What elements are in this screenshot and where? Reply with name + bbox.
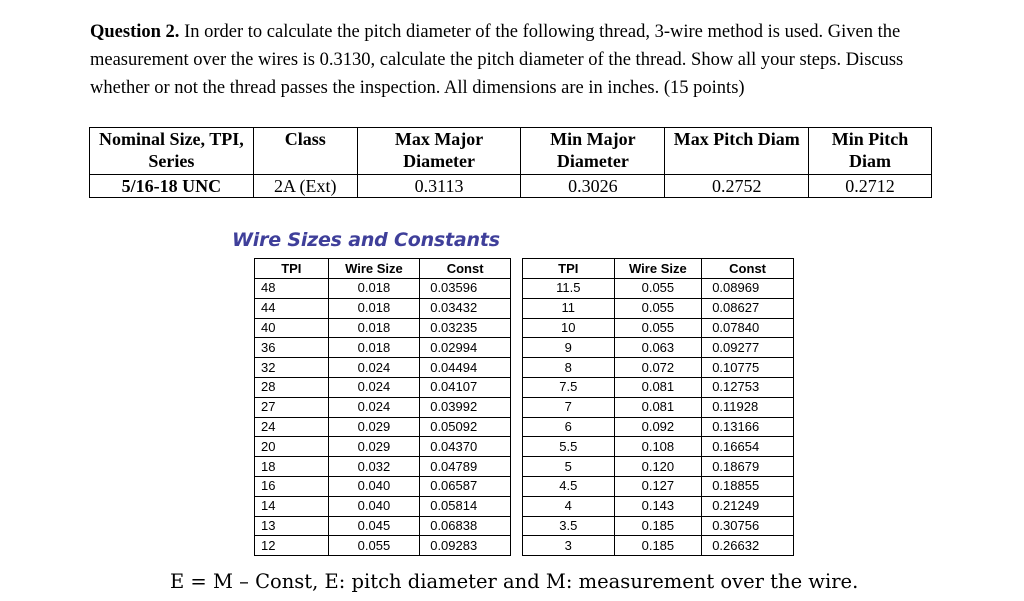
wire-table-cell: 44	[255, 298, 329, 318]
wire-table-cell: 20	[255, 437, 329, 457]
wire-table-cell: 12	[255, 536, 329, 556]
wire-table-cell: 0.185	[614, 516, 702, 536]
wire-table-cell: 16	[255, 476, 329, 496]
wire-table-cell: 24	[255, 417, 329, 437]
wire-table-cell: 0.04789	[420, 457, 511, 477]
wire-table-cell: 0.024	[328, 358, 420, 378]
wire-table-row	[255, 318, 511, 338]
spec-cell: 5/16-18 UNC	[90, 175, 254, 198]
wire-table-cell: 0.02994	[420, 338, 511, 358]
wire-table-row	[255, 437, 511, 457]
wire-table-cell: 0.045	[328, 516, 420, 536]
wire-table-cell: 7.5	[523, 377, 615, 397]
wire-table-cell: 0.040	[328, 496, 420, 516]
wire-table-row	[523, 516, 794, 536]
wire-table-cell: 0.108	[614, 437, 702, 457]
spec-cell: 0.2752	[665, 175, 809, 198]
wire-table-cell: 4.5	[523, 476, 615, 496]
question-text	[90, 18, 950, 102]
wire-table-cell: 0.081	[614, 377, 702, 397]
wire-table-cell: 0.055	[614, 318, 702, 338]
wire-table-cell: 48	[255, 279, 329, 299]
wire-table-cell: 0.04494	[420, 358, 511, 378]
wire-table-cell: 0.05092	[420, 417, 511, 437]
wire-header-cell: Wire Size	[328, 259, 420, 279]
spec-header-cell: Max Pitch Diam	[665, 128, 809, 175]
wire-table-row	[255, 377, 511, 397]
wire-table-cell: 0.05814	[420, 496, 511, 516]
wire-table-cell: 0.03992	[420, 397, 511, 417]
wire-table-cell: 0.018	[328, 298, 420, 318]
wire-table-cell: 14	[255, 496, 329, 516]
wire-table-row	[523, 377, 794, 397]
wire-table-cell: 0.120	[614, 457, 702, 477]
wire-table-row	[255, 417, 511, 437]
wire-table-cell: 7	[523, 397, 615, 417]
spec-header-cell: Max Major Diameter	[357, 128, 521, 175]
wire-table-title: Wire Sizes and Constants	[232, 229, 500, 251]
wire-table-cell: 0.08969	[702, 279, 794, 299]
wire-table-cell: 0.029	[328, 437, 420, 457]
wire-table-cell: 0.018	[328, 338, 420, 358]
spec-cell: 0.2712	[809, 175, 932, 198]
wire-table-cell: 0.040	[328, 476, 420, 496]
spec-cell: 2A (Ext)	[253, 175, 357, 198]
wire-table-cell: 0.081	[614, 397, 702, 417]
wire-table-cell: 0.06587	[420, 476, 511, 496]
wire-table-cell: 3.5	[523, 516, 615, 536]
wire-table-row	[523, 397, 794, 417]
wire-table-cell: 0.055	[328, 536, 420, 556]
spec-data-row	[90, 175, 932, 198]
wire-table-cell: 0.18855	[702, 476, 794, 496]
spec-cell: 0.3113	[357, 175, 521, 198]
spec-cell: 0.3026	[521, 175, 665, 198]
wire-table-cell: 32	[255, 358, 329, 378]
wire-table-cell: 0.063	[614, 338, 702, 358]
wire-table-cell: 0.185	[614, 536, 702, 556]
wire-table-cell: 10	[523, 318, 615, 338]
wire-table-cell: 5.5	[523, 437, 615, 457]
wire-table-cell: 0.029	[328, 417, 420, 437]
wire-table-row	[523, 338, 794, 358]
wire-table-cell: 0.032	[328, 457, 420, 477]
wire-table-cell: 28	[255, 377, 329, 397]
wire-table-row	[255, 516, 511, 536]
wire-table-cell: 40	[255, 318, 329, 338]
wire-header-cell: TPI	[255, 259, 329, 279]
spec-header-cell: Min Major Diameter	[521, 128, 665, 175]
wire-table-row	[523, 476, 794, 496]
wire-table-row	[255, 536, 511, 556]
wire-table-cell: 0.11928	[702, 397, 794, 417]
wire-table-right	[522, 258, 794, 556]
wire-table-cell: 0.16654	[702, 437, 794, 457]
wire-table-cell: 0.13166	[702, 417, 794, 437]
wire-table-row	[523, 279, 794, 299]
wire-table-cell: 0.024	[328, 397, 420, 417]
spec-header-cell: Min Pitch Diam	[809, 128, 932, 175]
wire-table-cell: 11.5	[523, 279, 615, 299]
wire-table-cell: 13	[255, 516, 329, 536]
wire-table-cell: 0.03235	[420, 318, 511, 338]
wire-table-cell: 0.30756	[702, 516, 794, 536]
wire-table-cell: 4	[523, 496, 615, 516]
question-body: In order to calculate the pitch diameter of the following thread, 3-wire method is used. Given the measurement over the wires is 0.3130, calculate the pitch diameter of the thread. Show all your steps. Discuss whether or not the thread passes the inspection. All dimensions are in inches. (15 points)	[90, 22, 904, 98]
wire-table-row	[523, 496, 794, 516]
wire-table-cell: 0.018	[328, 318, 420, 338]
wire-table-cell: 0.07840	[702, 318, 794, 338]
wire-table-cell: 0.09283	[420, 536, 511, 556]
wire-table-cell: 0.072	[614, 358, 702, 378]
wire-table-cell: 0.024	[328, 377, 420, 397]
question-label: Question 2.	[90, 22, 180, 42]
wire-table-cell: 27	[255, 397, 329, 417]
wire-header-cell: TPI	[523, 259, 615, 279]
wire-table-cell: 6	[523, 417, 615, 437]
wire-table-cell: 9	[523, 338, 615, 358]
wire-table-row	[255, 457, 511, 477]
wire-table-row	[255, 476, 511, 496]
wire-table-row	[523, 318, 794, 338]
wire-table-row	[523, 457, 794, 477]
wire-header-row	[255, 259, 511, 279]
wire-table-cell: 0.09277	[702, 338, 794, 358]
wire-table-row	[255, 338, 511, 358]
wire-table-cell: 5	[523, 457, 615, 477]
wire-table-cell: 0.26632	[702, 536, 794, 556]
wire-table-row	[255, 496, 511, 516]
wire-table-row	[255, 397, 511, 417]
wire-table-cell: 0.18679	[702, 457, 794, 477]
wire-table-cell: 0.04370	[420, 437, 511, 457]
wire-table-cell: 0.055	[614, 279, 702, 299]
spec-header-cell: Class	[253, 128, 357, 175]
wire-header-cell: Const	[420, 259, 511, 279]
wire-table-cell: 0.08627	[702, 298, 794, 318]
wire-table-cell: 0.03596	[420, 279, 511, 299]
wire-table-cell: 0.127	[614, 476, 702, 496]
wire-table-cell: 0.12753	[702, 377, 794, 397]
wire-table-cell: 8	[523, 358, 615, 378]
spec-header-row	[90, 128, 932, 175]
wire-table-cell: 0.055	[614, 298, 702, 318]
wire-table-row	[523, 437, 794, 457]
wire-table-cell: 0.03432	[420, 298, 511, 318]
wire-table-row	[523, 417, 794, 437]
wire-table-row	[523, 358, 794, 378]
wire-table-left	[254, 258, 511, 556]
wire-table-cell: 0.018	[328, 279, 420, 299]
thread-spec-table	[89, 127, 932, 198]
wire-header-cell: Wire Size	[614, 259, 702, 279]
wire-table-row	[255, 298, 511, 318]
wire-table-row	[255, 279, 511, 299]
wire-table-cell: 0.04107	[420, 377, 511, 397]
wire-table-row	[255, 358, 511, 378]
wire-table-cell: 0.143	[614, 496, 702, 516]
wire-header-cell: Const	[702, 259, 794, 279]
wire-table-cell: 0.21249	[702, 496, 794, 516]
wire-table-cell: 0.10775	[702, 358, 794, 378]
wire-table-cell: 3	[523, 536, 615, 556]
formula-text: E = M – Const, E: pitch diameter and M: measurement over the wire.	[170, 570, 859, 593]
wire-table-cell: 0.06838	[420, 516, 511, 536]
wire-table-cell: 0.092	[614, 417, 702, 437]
wire-table-row	[523, 536, 794, 556]
wire-table-cell: 18	[255, 457, 329, 477]
spec-header-cell: Nominal Size, TPI, Series	[90, 128, 254, 175]
wire-table-row	[523, 298, 794, 318]
wire-table-cell: 11	[523, 298, 615, 318]
wire-header-row	[523, 259, 794, 279]
wire-table-cell: 36	[255, 338, 329, 358]
